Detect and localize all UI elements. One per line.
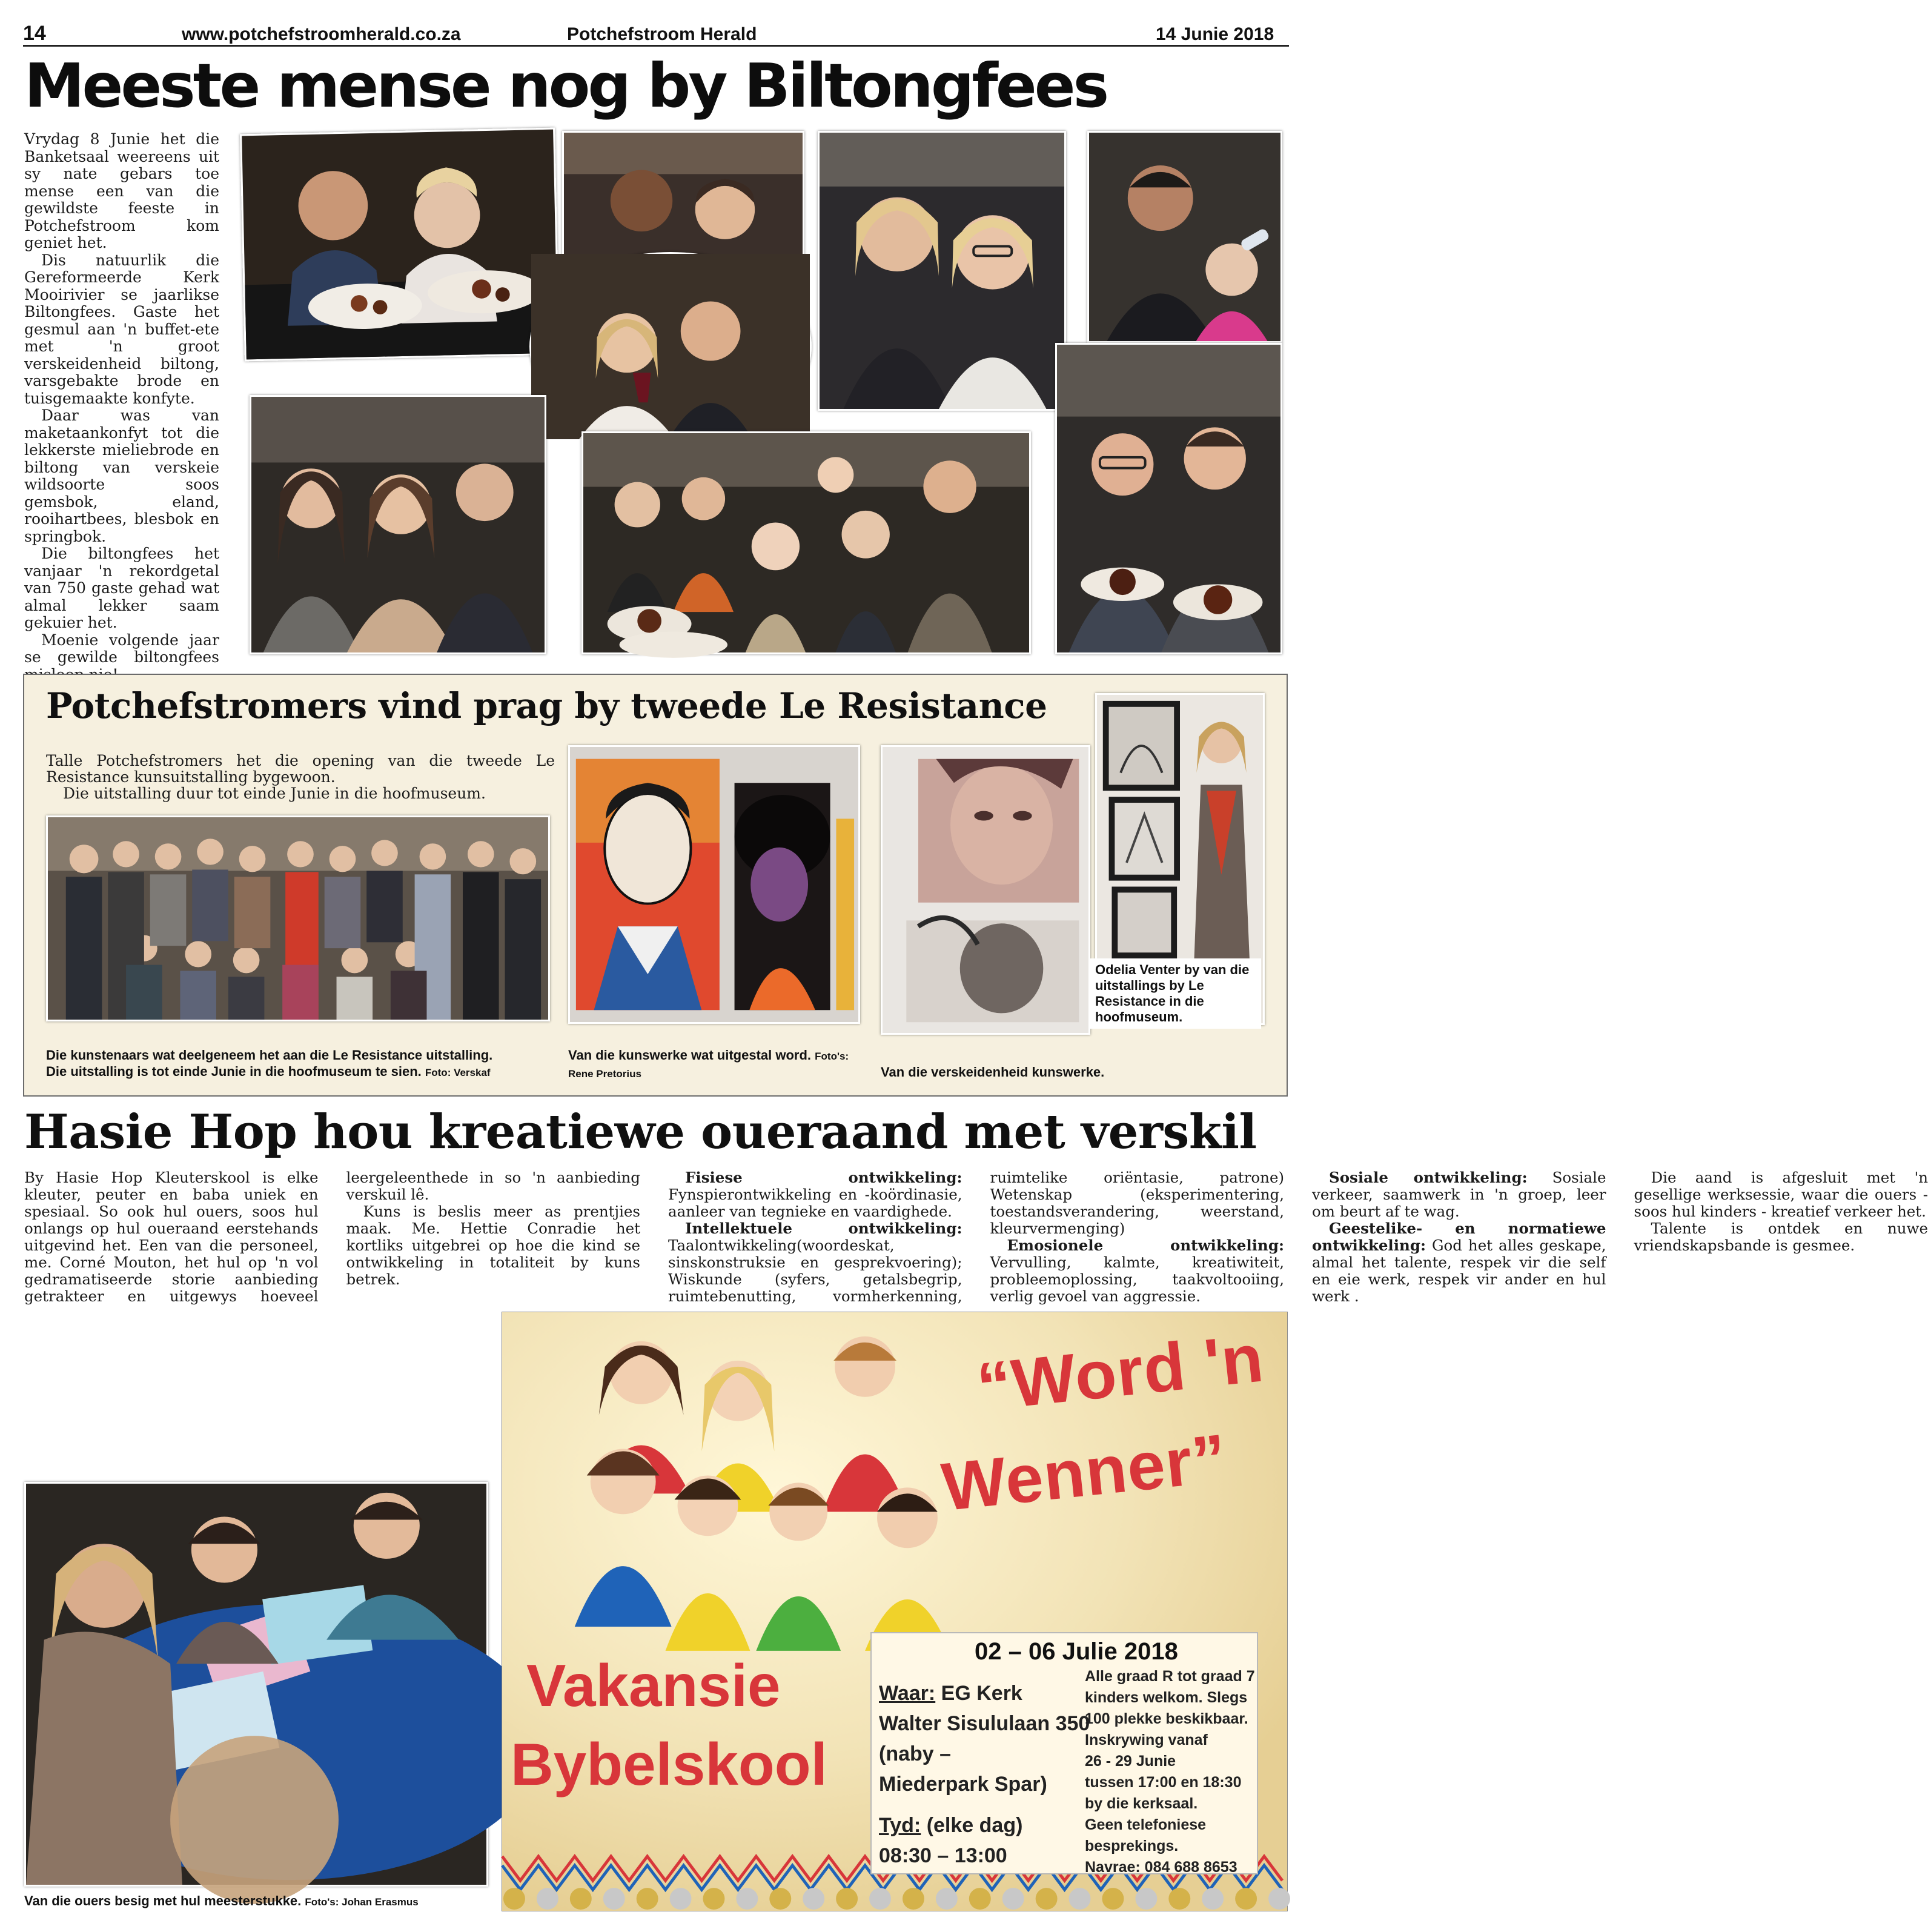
- story3-body: [24, 1169, 1928, 1309]
- website-url[interactable]: www.potchefstroomherald.co.za: [182, 24, 461, 44]
- ad-tyd-value: (elke dag): [926, 1814, 1023, 1837]
- ad-tyd-label: Tyd:: [879, 1814, 921, 1837]
- story2-intro: [46, 752, 555, 802]
- story3-subhead: Fisiese ontwikkeling:: [685, 1169, 962, 1186]
- ad-title-line2: Bybelskool: [511, 1731, 827, 1798]
- photo-family-group: [581, 431, 1031, 654]
- ad-detail-line: by die kerksaal.: [1085, 1795, 1198, 1812]
- photo-children-eating: [240, 128, 560, 362]
- story3-paragraph: Die aand is afgesluit met 'n gesellige werksessie, waar die ouers - soos hul kinders - kreatief verkeer het.: [1634, 1169, 1928, 1220]
- story3-paragraph-text: Fynspierontwikkeling en -koördinasie, aanleer van tegnieke en vaardighede.: [668, 1186, 962, 1220]
- ad-right-details: [1085, 1666, 1255, 1878]
- story1-paragraph: Daar was van maketaankonfyt tot die lekkerste mieliebrode en biltong van verskeie wildsoorte soos gemsbok, eland, rooihartbees, blesbok en springbok.: [24, 407, 219, 545]
- story3-paragraph-text: Vervulling, kalmte, kreatiwiteit, probleemoplossing, taakvoltooiing, verlig gevoel van aggressie.: [990, 1253, 1284, 1305]
- photo-father-child: [1087, 131, 1282, 343]
- story1-paragraph: Die biltongfees het vanjaar 'n rekordgetal van 750 gaste gehad wat almal lekker saam gekuier het.: [24, 545, 219, 631]
- holiday-bible-school-ad: [502, 1312, 1288, 1911]
- caption-artists-line2: Die uitstalling is tot einde Junie in die hoofmuseum te sien.: [46, 1064, 422, 1079]
- ad-info-panel: [870, 1632, 1258, 1874]
- ad-detail-line: 100 plekke beskikbaar.: [1085, 1710, 1248, 1727]
- story3-paragraph-text: Sosiale verkeer, saamwerk in 'n groep, leer om beurt af te wag.: [1312, 1169, 1606, 1220]
- photo-oval-couple: [529, 252, 812, 441]
- ad-address-3: Miederpark Spar): [879, 1773, 1047, 1796]
- caption-artworks-text: Van die kunswerke wat uitgestal word.: [568, 1047, 812, 1063]
- ad-left-details: [879, 1678, 1090, 1871]
- story3-paragraph: [668, 1169, 962, 1220]
- photo-parents-crafting: [24, 1482, 488, 1887]
- ad-waar-value: EG Kerk: [941, 1682, 1022, 1705]
- ad-detail-line: besprekings.: [1085, 1837, 1179, 1854]
- ad-slogan-line1: “Word 'n: [973, 1320, 1267, 1426]
- story1-paragraph: Vrydag 8 Junie het die Banketsaal weereens uit sy nate gebars toe mense een van die gewildste feeste in Potchefstroom kom geniet het.: [24, 130, 219, 251]
- ad-waar-label: Waar:: [879, 1682, 936, 1705]
- story2-intro-paragraph: Die uitstalling duur tot einde Junie in die hoofmuseum.: [63, 785, 486, 802]
- ad-slogan-line2: Wenner”: [938, 1419, 1231, 1525]
- story1-headline: Meeste mense nog by Biltongfees: [24, 50, 1107, 121]
- caption-parents: [24, 1893, 503, 1910]
- photo-three-friends: [250, 395, 546, 654]
- ad-detail-line: kinders welkom. Slegs: [1085, 1689, 1248, 1706]
- caption-odelia: Odelia Venter by van die uitstallings by Le Resistance in die hoofmuseum.: [1090, 958, 1261, 1029]
- caption-artists-credit: Foto: Verskaf: [425, 1067, 491, 1078]
- ad-detail-line: tussen 17:00 en 18:30: [1085, 1774, 1242, 1791]
- story3-subhead: Emosionele ontwikkeling:: [1007, 1237, 1284, 1254]
- ad-address-1: Walter Sisululaan 350: [879, 1712, 1090, 1735]
- page-number: 14: [23, 22, 46, 45]
- story3-subhead: Geestelike- en normatiewe ontwikkeling:: [1312, 1220, 1606, 1254]
- caption-artists-line1: Die kunstenaars wat deelgeneem het aan die Le Resistance uitstalling.: [46, 1047, 493, 1063]
- ad-address-2: (naby –: [879, 1742, 952, 1765]
- caption-variety: Van die verskeidenheid kunswerke.: [881, 1064, 1105, 1080]
- ad-detail-line: Geen telefoniese: [1085, 1816, 1207, 1833]
- story3-paragraph: Talente is ontdek en nuwe vriendskapsbande is gesmee.: [1634, 1220, 1928, 1254]
- ad-detail-line: Alle graad R tot graad 7: [1085, 1668, 1255, 1685]
- caption-artworks-credit: Foto's: Rene Pretorius: [568, 1051, 849, 1080]
- story3-subhead: Sosiale ontwikkeling:: [1329, 1169, 1528, 1186]
- story3-paragraph: Kuns is beslis meer as prentjies maak. Me. Hettie Conradie het kortliks uitgebrei op hoe die kind se ontwikkeling in totaliteit by kuns betrek.: [346, 1203, 640, 1288]
- photo-two-women: [818, 131, 1066, 411]
- ad-navrae[interactable]: Navrae: 084 688 8653: [1085, 1859, 1237, 1876]
- ad-time: 08:30 – 13:00: [879, 1844, 1007, 1867]
- header-rule: [23, 45, 1289, 47]
- issue-date: 14 Junie 2018: [1156, 24, 1274, 44]
- story3-paragraph: [990, 1237, 1285, 1305]
- caption-parents-credit: Foto's: Johan Erasmus: [305, 1896, 419, 1908]
- ad-detail-line: 26 - 29 Junie: [1085, 1753, 1176, 1770]
- story3-paragraph: [1312, 1220, 1606, 1305]
- story3-paragraph-text: Taalontwikkeling(woordeskat, sinskonstruksie en gesprekvoering); Wiskunde (syfers, getalsbegrip, ruimtebenutting, vormherkenning, ruimtelike oriëntasie, patrone) Wetenskap (eksperimentering, toestandsverandering, weerstand, kleurvermenging): [668, 1169, 1284, 1305]
- story2-headline: Potchefstromers vind prag by tweede Le Resistance: [46, 685, 1047, 726]
- caption-parents-text: Van die ouers besig met hul meesterstukke.: [24, 1893, 302, 1908]
- photo-artists-group: [46, 815, 550, 1021]
- story1-paragraph: Moenie volgende jaar se gewilde biltongfees: [24, 631, 219, 666]
- story1-body: [24, 131, 219, 683]
- story3-paragraph: [1312, 1169, 1606, 1220]
- photo-portrait-paintings: [568, 745, 860, 1024]
- ad-title-line1: Vakansie: [526, 1652, 781, 1719]
- caption-artworks: [568, 1047, 871, 1082]
- caption-artists: [46, 1047, 567, 1081]
- photo-two-men: [1055, 343, 1282, 654]
- story2-intro-paragraph: Talle Potchefstromers het die opening van die tweede Le Resistance kunsuitstalling bygewoon.: [46, 752, 555, 786]
- ad-dates: 02 – 06 Julie 2018: [975, 1638, 1178, 1665]
- story3-headline: Hasie Hop hou kreatiewe oueraand met verskil: [24, 1104, 1257, 1160]
- story3-paragraph: By Hasie Hop Kleuterskool is elke kleuter, peuter en baba uniek en spesiaal. So ook hul ouers, soos hul onlangs op hul oueraand eerstehands uitgevind het. Een van die personeel, me. Corné Mouton, het hul op 'n vol gedramatiseerde storie aanbieding getrakteer en uitgewys hoeveel leergeleenthede in so 'n aanbieding verskuil lê.: [24, 1169, 640, 1305]
- story3-subhead: Intellektuele ontwikkeling:: [685, 1220, 962, 1237]
- ad-detail-line: Inskrywing vanaf: [1085, 1731, 1208, 1748]
- paper-name: Potchefstroom Herald: [567, 24, 757, 44]
- story3-paragraph-text: God het alles geskape, almal het talente, respek vir die self en eie werk, respek vir ander en hul werk .: [1312, 1237, 1606, 1305]
- story1-paragraph: Dis natuurlik die Gereformeerde Kerk Mooirivier se jaarlikse Biltongfees. Gaste het gesmul aan 'n buffet-ete met 'n groot verskeidenheid biltong, varsgebakte brode en tuisgemaakte konfyte.: [24, 251, 219, 407]
- photo-face-paintings: [881, 745, 1090, 1035]
